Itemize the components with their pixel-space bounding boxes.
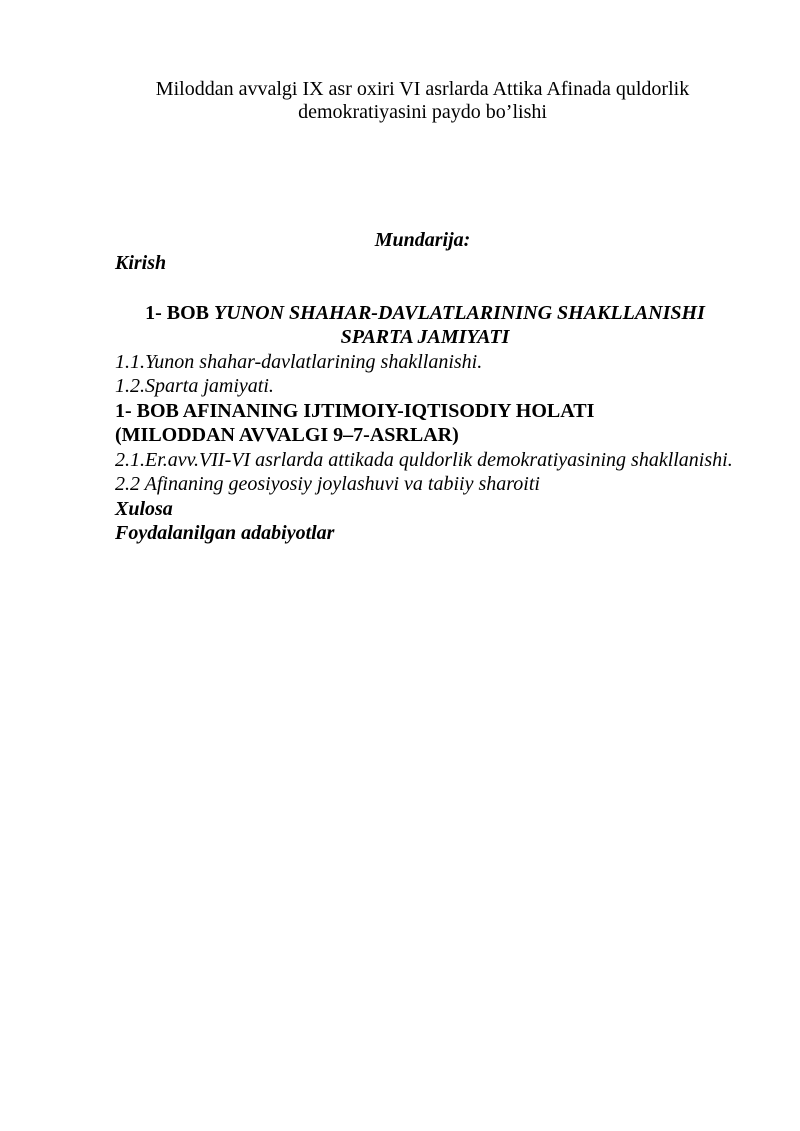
toc-item-references: Foydalanilgan adabiyotlar xyxy=(115,522,335,544)
toc-chapter-2-line-1: 1- BOB AFINANING IJTIMOIY-IQTISODIY HOLATI xyxy=(115,399,595,422)
toc-chapter-1-prefix: 1- BOB xyxy=(145,301,215,324)
document-title: Miloddan avvalgi IX asr oxiri VI asrlarda Attika Afinada quldorlik demokratiyasini paydo bo’lishi xyxy=(155,78,690,123)
toc-item-2-1: 2.1.Er.avv.VII-VI asrlarda attikada quldorlik demokratiyasining shakllanishi. xyxy=(115,448,733,471)
toc-item-intro: Kirish xyxy=(115,252,167,274)
toc-spacer xyxy=(115,276,735,301)
toc-item-2-2: 2.2 Afinaning geosiyosiy joylashuvi va tabiiy sharoiti xyxy=(115,473,540,495)
toc-item-1-1: 1.1.Yunon shahar-davlatlarining shakllanishi. xyxy=(115,350,483,373)
toc-item-1-2: 1.2.Sparta jamiyati. xyxy=(115,375,274,397)
toc-chapter-2-line-2: (MILODDAN AVVALGI 9–7-ASRLAR) xyxy=(115,424,459,446)
table-of-contents xyxy=(115,251,735,546)
toc-heading: Mundarija: xyxy=(374,229,471,251)
toc-chapter-1-title: YUNON SHAHAR-DAVLATLARINING SHAKLLANISHI SPARTA JAMIYATI xyxy=(214,301,705,348)
toc-item-conclusion: Xulosa xyxy=(115,497,173,520)
toc-chapter-1 xyxy=(115,301,735,350)
